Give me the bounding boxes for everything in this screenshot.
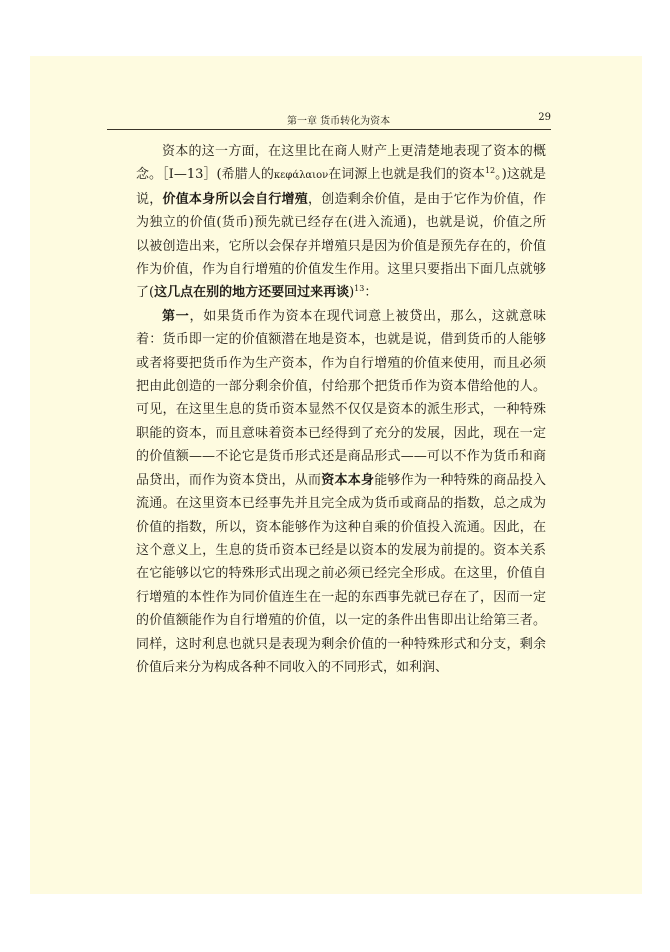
text-run: 在词源上也就是我们的资本 xyxy=(328,167,485,183)
emphasis-text: 这几点在别的地方还要回过来再谈 xyxy=(154,285,350,301)
page-body xyxy=(136,140,546,679)
text-run: 。)这就是说， xyxy=(136,167,546,207)
emphasis-text: 第一 xyxy=(162,308,190,324)
page-number: 29 xyxy=(538,112,551,123)
paragraph-1 xyxy=(136,140,546,305)
text-run: ，如果货币作为资本在现代词意上被贷出，那么，这就意味着：货币即一定的价值额潜在地是资本，也就是说，借到货币的人能够或者将要把货币作为生产资本，作为自行增殖的价值来使用，而且必须把由此创造的一部分剩余价值，付给那个把货币作为资本借给他的人。可见，在这里生息的货币资本显然不仅仅是资本的派生形式，一种特殊职能的资本，而且意味着资本已经得到了充分的发展，因此，现在一定的价值额——不论它是货币形式还是商品形式——可以不作为货币和商品贷出，而作为资本贷出，从而 xyxy=(136,308,546,488)
greek-word: κεφάλαιον xyxy=(273,170,329,182)
footnote-ref-13: 13 xyxy=(354,284,365,294)
emphasis-text: 价值本身所以会自行增殖 xyxy=(162,191,309,207)
text-run: ) xyxy=(349,285,355,301)
emphasis-text: 资本本身 xyxy=(321,472,375,488)
chapter-title: 第一章 货币转化为资本 xyxy=(287,116,391,127)
text-run: ，创造剩余价值，是由于它作为价值，作为独立的价值(货币)预先就已经存在(进入流通)，也就是说，价值之所以被创造出来，它所以会保存并增殖只是因为价值是预先存在的，价值作为价值，作为自行增殖的价值发生作用。这里只要指出下面几点就够了( xyxy=(136,191,546,301)
text-run: 资本的这一方面，在这里比在商人财产上更清楚地表现了资本的概念。［Ⅰ—13］(希腊人的 xyxy=(136,144,546,183)
footnote-ref-12: 12 xyxy=(484,166,496,176)
paragraph-2 xyxy=(136,305,546,680)
text-run: 能够作为一种特殊的商品投入流通。在这里资本已经事先并且完全成为货币或商品的指数，总之成为价值的指数，所以，资本能够作为这种自乘的价值投入流通。因此，在这个意义上，生息的货币资本已经是以资本的发展为前提的。资本关系在它能够以它的特殊形式出现之前必须已经完全形成。在这里，价值自行增殖的本性作为同价值连生在一起的东西事先就已存在了，因而一定的价值额能作为自行增殖的价值，以一定的条件出售即出让给第三者。同样，这时利息也就只是表现为剩余价值的一种特殊形式和分支，剩余价值后来分为构成各种不同收入的不同形式，如利润、 xyxy=(136,472,546,675)
text-run: ： xyxy=(364,285,378,301)
running-header xyxy=(107,107,551,130)
